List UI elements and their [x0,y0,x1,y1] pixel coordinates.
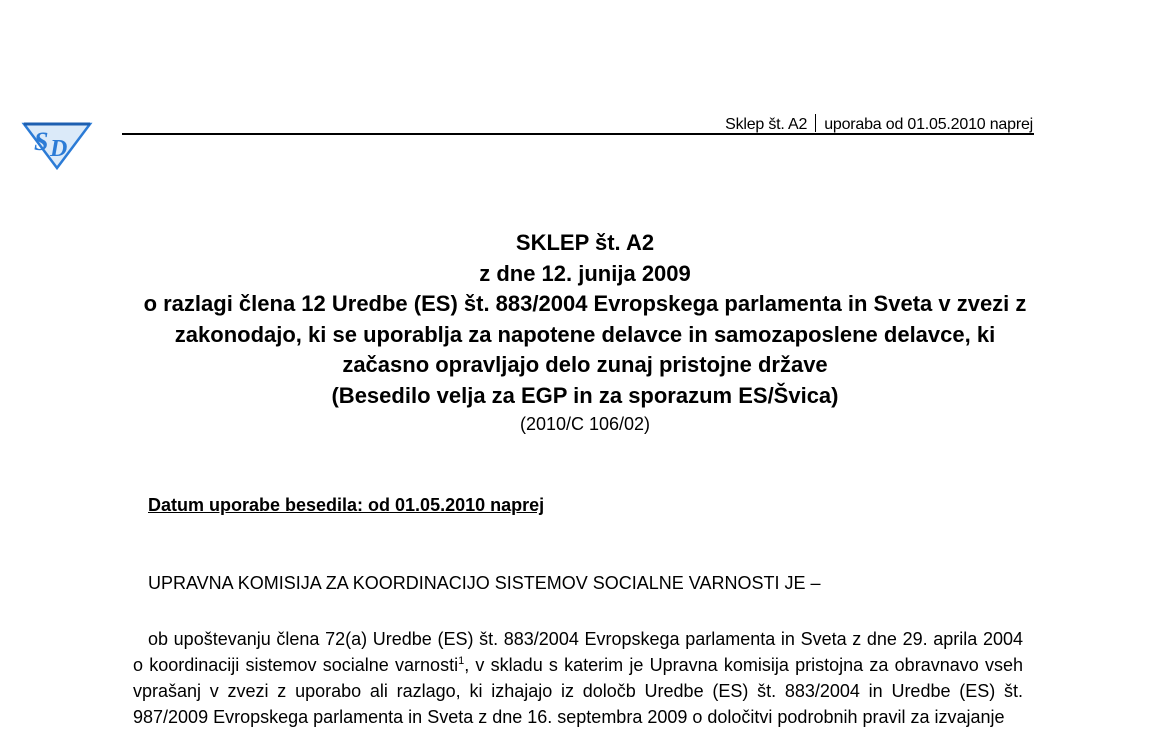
applicability-note: uporaba od 01.05.2010 naprej [824,116,1033,133]
footnote-marker[interactable]: 1 [458,655,465,667]
paragraph-text-continued: , v skladu s katerim je Upravna komisija pristojna za obravnavo vseh vprašanj v zvezi z uporabo ali razlago, ki izhajajo iz določb Uredbe (ES) št. 883/2004 in Uredbe (ES) št. 987/2009 Evropskega parlamenta in Sveta z dne 16. septembra 2009 o določitvi podrobnih pravil za izvajanje [133,655,1023,727]
decision-date: z dne 12. junija 2009 [479,260,691,286]
decision-title: SKLEP št. A2 [515,230,655,255]
paragraph-text: ob upoštevanju člena 72(a) Uredbe (ES) št. 883/2004 Evropskega parlamenta in Sveta z dne 29. aprila 2004 o koordinaciji sistemov socialne varnosti [133,629,1023,675]
decision-subject: o razlagi člena 12 Uredbe (ES) št. 883/2004 Evropskega parlamenta in Sveta v zvezi z zakonodajo, ki se uporablja za napotene delavce in samozaposlene delavce, ki začasno opravljajo delo zunaj pristojne države [143,291,1027,378]
header-rule [122,133,1034,135]
preamble-heading: UPRAVNA KOMISIJA ZA KOORDINACIJO SISTEMOV SOCIALNE VARNOSTI JE – [148,573,821,593]
svg-text:D: D [50,136,68,162]
document-title [130,228,1040,436]
header-separator [815,114,816,132]
official-journal-ref: (2010/C 106/02) [519,413,651,434]
date-of-application: Datum uporabe besedila: od 01.05.2010 naprej [148,495,545,515]
header-reference [725,114,1033,134]
logo [20,116,94,172]
preamble-paragraph [133,626,1023,730]
svg-text:S: S [34,127,49,156]
eea-relevance-note: (Besedilo velja za EGP in za sporazum ES/Švica) [331,382,839,408]
sd-logo-icon [20,116,94,172]
decision-number: Sklep št. A2 [725,116,808,133]
